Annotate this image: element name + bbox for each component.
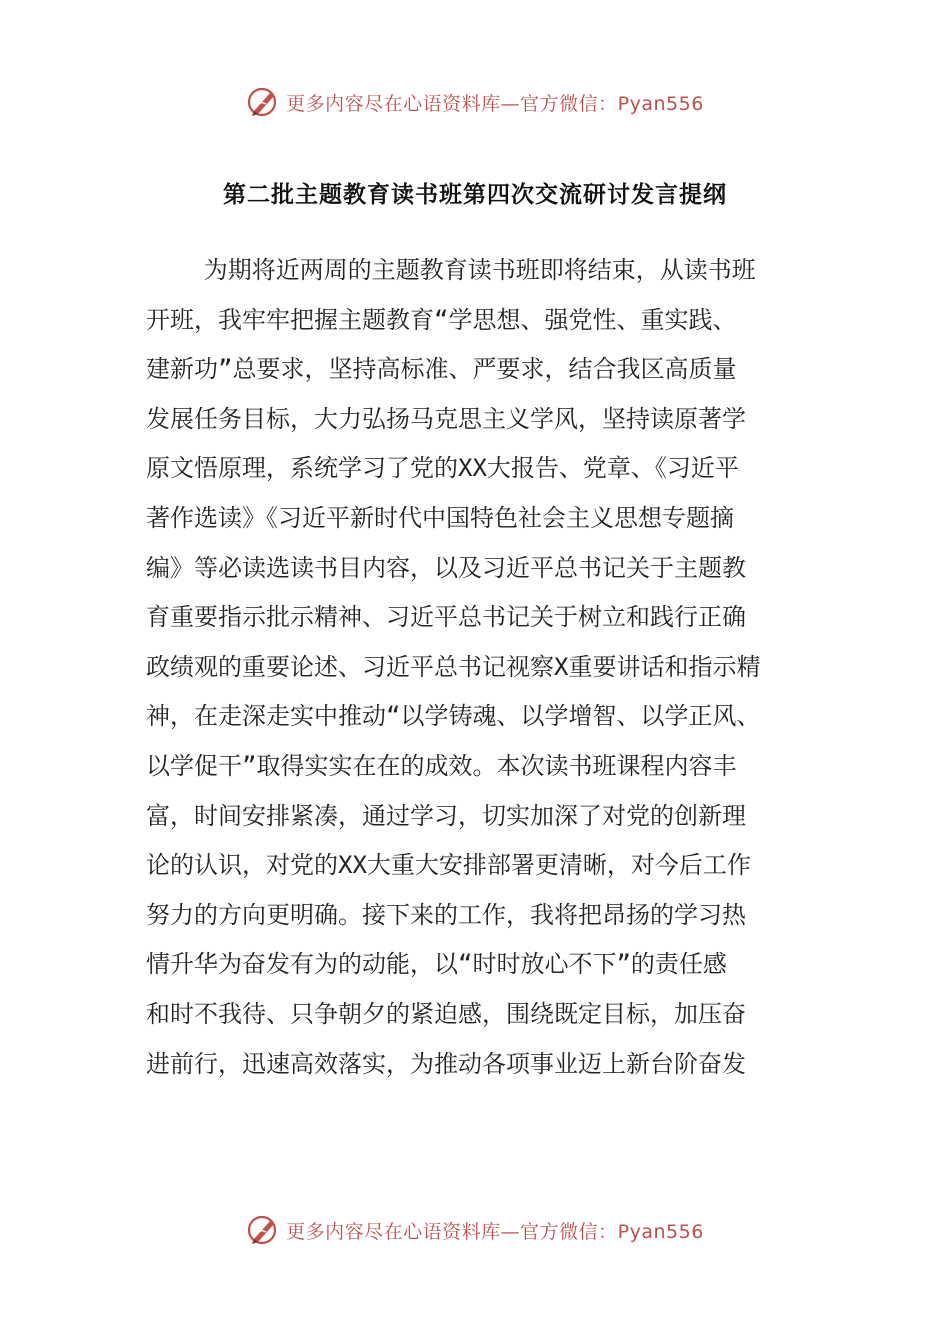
wechat-id: Pyan556 [617,92,704,115]
banner-text: 更多内容尽在心语资料库—官方微信：Pyan556 [286,1220,704,1243]
body-line: 开班，我牢牢把握主题教育“学思想、强党性、重实践、 [146,305,737,334]
body-line: 论的认识，对党的XX大重大安排部署更清晰，对今后工作 [146,851,751,880]
banner-text: 更多内容尽在心语资料库—官方微信：Pyan556 [286,92,704,115]
body-line: 神，在走深走实中推动“以学铸魂、以学增智、以学正风、 [146,702,761,731]
body-line: 进前行，迅速高效落实，为推动各项事业迈上新台阶奋发 [146,1049,746,1078]
body-line: 政绩观的重要论述、习近平总书记视察X重要讲话和指示精 [146,652,761,681]
body-line: 编》等必读选读书目内容，以及习近平总书记关于主题教 [146,553,746,582]
wechat-id: Pyan556 [617,1220,704,1243]
body-line: 著作选读》《习近平新时代中国特色社会主义思想专题摘 [146,503,734,532]
body-line: 建新功”总要求，坚持高标准、严要求，结合我区高质量 [146,355,737,384]
document-title: 第二批主题教育读书班第四次交流研讨发言提纲 [223,182,727,208]
body-line: 以学促干”取得实实在在的成效。本次读书班课程内容丰 [146,751,737,780]
document-body [146,246,806,1089]
body-line: 和时不我待、只争朝夕的紧迫感，围绕既定目标，加压奋 [146,999,746,1028]
body-line: 原文悟原理，系统学习了党的XX大报告、党章、《习近平 [146,454,739,483]
body-line: 发展任务目标，大力弘扬马克思主义学风，坚持读原著学 [146,404,746,433]
footer-banner [0,1210,950,1250]
header-banner [0,82,950,122]
body-line: 育重要指示批示精神、习近平总书记关于树立和践行正确 [146,603,746,632]
pen-logo-icon [246,85,280,119]
body-line: 富，时间安排紧凑，通过学习，切实加深了对党的创新理 [146,801,746,830]
body-line: 情升华为奋发有为的动能，以“时时放心不下”的责任感 [146,950,727,979]
body-line: 努力的方向更明确。接下来的工作，我将把昂扬的学习热 [146,900,746,929]
pen-logo-icon [246,1213,280,1247]
body-line: 为期将近两周的主题教育读书班即将结束，从读书班 [146,256,756,284]
